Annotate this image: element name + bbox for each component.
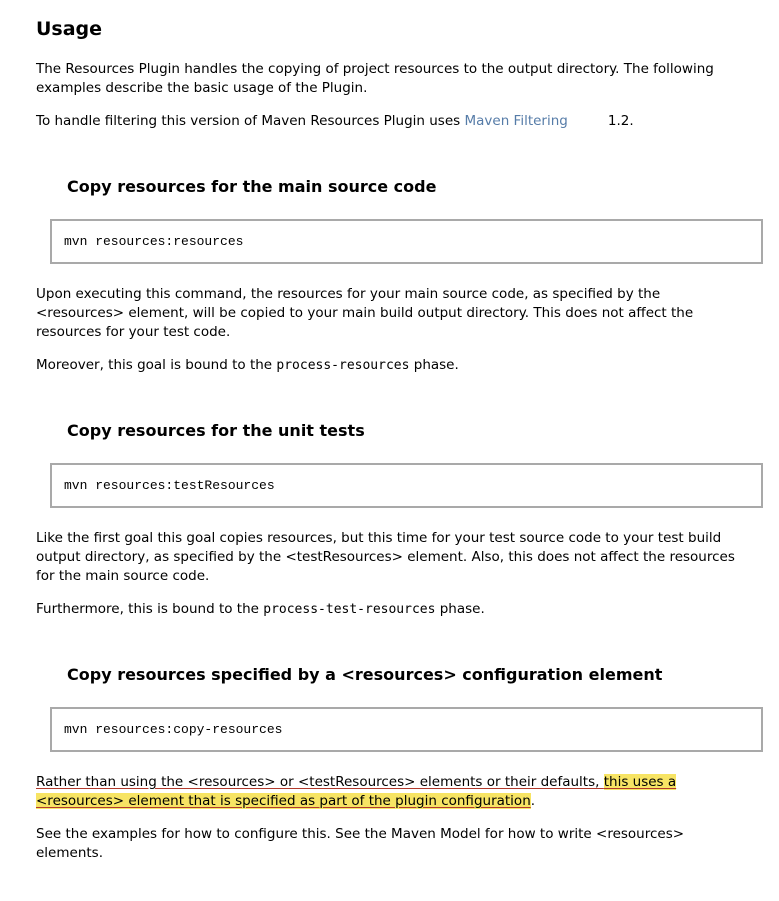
annotated-paragraph <box>36 773 701 811</box>
filtering-paragraph <box>36 112 740 131</box>
unit-tests-phase-note <box>36 600 740 619</box>
underlined-text: Rather than using the <resources> or <testResources> elements or their defaults, <box>36 774 604 790</box>
section-heading-unit-tests: Copy resources for the unit tests <box>67 421 365 440</box>
phase-note-tail: phase. <box>435 601 485 617</box>
section-unit-tests-resources <box>36 421 743 619</box>
filtering-text: To handle filtering this version of Maven Resources Plugin uses <box>36 113 465 129</box>
command-text-test-resources: mvn resources:testResources <box>64 478 275 493</box>
intro-paragraph: The Resources Plugin handles the copying of project resources to the output directory. The following examples describe the basic usage of the Plugin. <box>36 61 714 96</box>
main-source-phase-note <box>36 356 740 375</box>
unit-tests-description: Like the first goal this goal copies resources, but this time for your test source code to your test build output directory, as specified by the <testResources> element. Also, this does not affect the resources for the main source code. <box>36 530 735 584</box>
code-block-resources <box>50 219 763 264</box>
phase-note-tail: phase. <box>409 357 459 373</box>
phase-name-process-resources: process-resources <box>276 358 410 373</box>
main-source-description: Upon executing this command, the resources for your main source code, as specified by the <resources> element, will be copied to your main build output directory. This does not affect the resources for your test code. <box>36 286 694 340</box>
code-block-test-resources <box>50 463 763 508</box>
filtering-version: 1.2. <box>607 113 634 129</box>
annotated-tail: . <box>530 793 536 809</box>
command-text-copy-resources: mvn resources:copy-resources <box>64 722 283 737</box>
highlighted-text: this uses a <resources> element that is specified as part of the plugin configuration <box>36 774 677 809</box>
section-copy-resources-config <box>36 665 743 863</box>
section-main-source-resources <box>36 177 743 375</box>
phase-name-process-test-resources: process-test-resources <box>263 602 436 617</box>
maven-filtering-link[interactable]: Maven Filtering <box>464 113 568 129</box>
command-text-resources: mvn resources:resources <box>64 234 244 249</box>
code-block-copy-resources <box>50 707 763 752</box>
see-examples-paragraph: See the examples for how to configure this. See the Maven Model for how to write <resources> elements. <box>36 826 685 861</box>
section-heading-copy-resources: Copy resources specified by a <resources> configuration element <box>67 665 663 684</box>
phase-note-text: Furthermore, this is bound to the <box>36 601 264 617</box>
section-heading-main-source: Copy resources for the main source code <box>67 177 437 196</box>
phase-note-text: Moreover, this goal is bound to the <box>36 357 277 373</box>
page-title: Usage <box>36 18 103 40</box>
